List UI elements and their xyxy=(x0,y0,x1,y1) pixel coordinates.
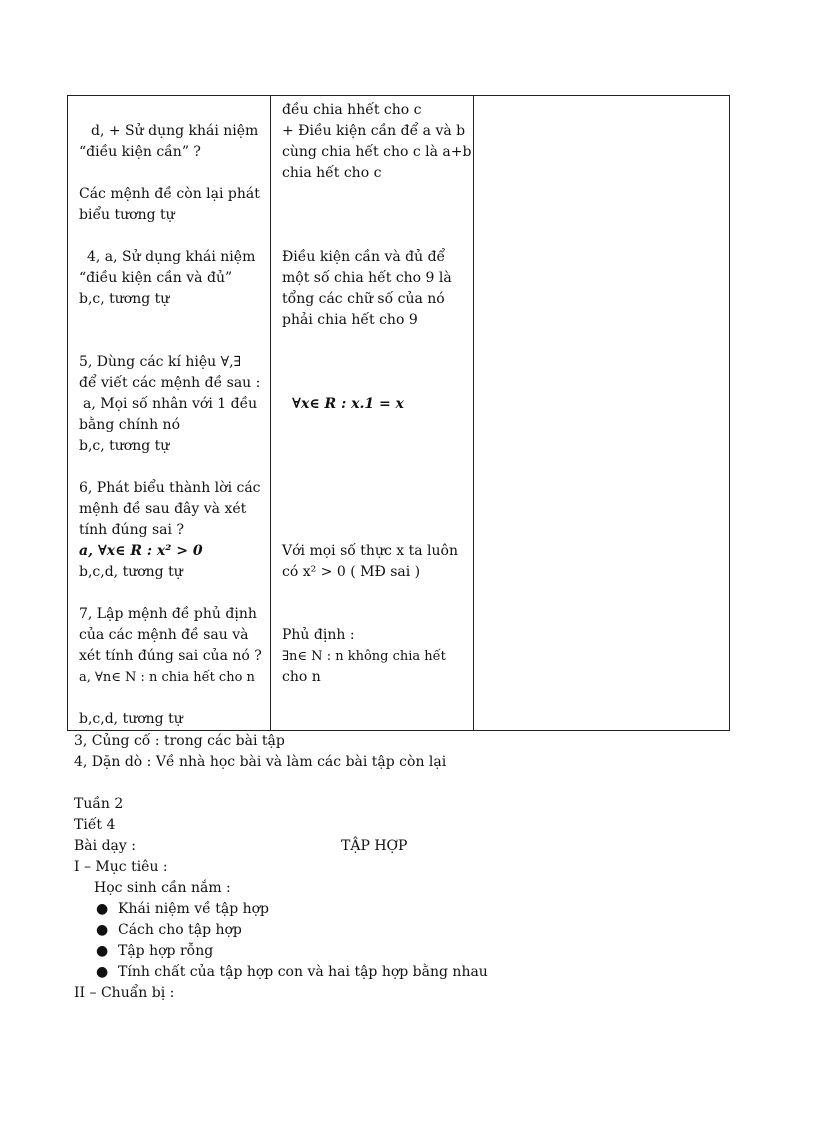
col1-line: mệnh đề sau đây và xét xyxy=(79,501,247,517)
col1-line: 5, Dùng các kí hiệu ∀,∃ xyxy=(79,354,242,370)
lesson-title: TẬP HỢP xyxy=(341,838,408,854)
col1-formula-line: a, ∀x∈ R : x² > 0 xyxy=(79,543,203,559)
col2-line: + Điều kiện cần để a và b xyxy=(282,123,466,139)
table-row xyxy=(68,96,730,731)
lesson-notes xyxy=(74,731,488,1004)
col1-line: 7, Lập mệnh đề phủ định xyxy=(79,606,257,622)
col2-line: đều chia hhết cho c xyxy=(282,102,422,118)
col1-formula-line: a, ∀n∈ N : n chia hết cho n xyxy=(79,670,255,685)
col1-line: của các mệnh đề sau và xyxy=(79,627,249,643)
col1-line: 4, a, Sử dụng khái niệm xyxy=(87,249,256,265)
col2-line: cùng chia hết cho c là a+b xyxy=(282,144,472,160)
preparation-heading: II – Chuẩn bị : xyxy=(74,985,175,1001)
list-item: ● Tính chất của tập hợp con và hai tập hợp bằng nhau xyxy=(96,962,488,983)
col2-formula-line: ∀x∈ R : x.1 = x xyxy=(292,396,404,412)
col1-line: để viết các mệnh đề sau : xyxy=(79,375,261,391)
col1-line: tính đúng sai ? xyxy=(79,522,184,538)
col1-line: b,c, tương tự xyxy=(79,291,170,307)
col2-line: một số chia hết cho 9 là xyxy=(282,270,452,286)
lesson-label: Bài dạy : xyxy=(74,838,136,854)
col1-line: 6, Phát biểu thành lời các xyxy=(79,480,261,496)
col1-line: “điều kiện cần” ? xyxy=(79,144,201,160)
student-activity-cell xyxy=(271,96,474,731)
col1-line: b,c, tương tự xyxy=(79,438,170,454)
bullet-icon: ● xyxy=(96,964,109,980)
col2-line: có x² > 0 ( MĐ sai ) xyxy=(282,564,421,580)
bullet-icon: ● xyxy=(96,922,109,938)
dando-line: 4, Dặn dò : Về nhà học bài và làm các bài tập còn lại xyxy=(74,754,447,770)
col2-line: chia hết cho c xyxy=(282,165,382,181)
col2-line: Phủ định : xyxy=(282,627,355,643)
col1-line: bằng chính nó xyxy=(79,417,181,433)
lesson-table xyxy=(67,95,730,731)
teacher-activity-cell xyxy=(68,96,271,731)
list-item: ● Cách cho tập hợp xyxy=(96,920,488,941)
objectives-heading: I – Mục tiêu : xyxy=(74,859,168,875)
col2-line: cho n xyxy=(282,669,321,685)
col1-line: b,c,d, tương tự xyxy=(79,564,183,580)
col1-line: b,c,d, tương tự xyxy=(79,711,183,727)
col2-line: tổng các chữ số của nó xyxy=(282,291,445,307)
cungco-line: 3, Củng cố : trong các bài tập xyxy=(74,733,285,749)
col1-line: xét tính đúng sai của nó ? xyxy=(79,648,262,664)
list-item: ● Khái niệm về tập hợp xyxy=(96,899,488,920)
col1-line: biểu tương tự xyxy=(79,207,175,223)
period-label: Tiết 4 xyxy=(74,817,116,833)
col1-line: a, Mọi số nhân với 1 đều xyxy=(83,396,258,412)
objectives-list xyxy=(74,899,488,983)
col2-formula-line: ∃n∈ N : n không chia hết xyxy=(282,649,446,664)
content-cell xyxy=(474,96,730,731)
week-label: Tuần 2 xyxy=(74,796,124,812)
col2-line: Với mọi số thực x ta luôn xyxy=(282,543,458,559)
bullet-icon: ● xyxy=(96,901,109,917)
list-item: ● Tập hợp rỗng xyxy=(96,941,488,962)
bullet-icon: ● xyxy=(96,943,109,959)
col1-line: Các mệnh đề còn lại phát xyxy=(79,186,260,202)
col1-line: d, + Sử dụng khái niệm xyxy=(91,123,259,139)
col2-line: Điều kiện cần và đủ để xyxy=(282,249,446,265)
col2-line: phải chia hết cho 9 xyxy=(282,312,418,328)
objectives-intro: Học sinh cần nắm : xyxy=(94,880,231,896)
lesson-title-line xyxy=(74,836,488,857)
col1-line: “điều kiện cần và đủ” xyxy=(79,270,233,286)
